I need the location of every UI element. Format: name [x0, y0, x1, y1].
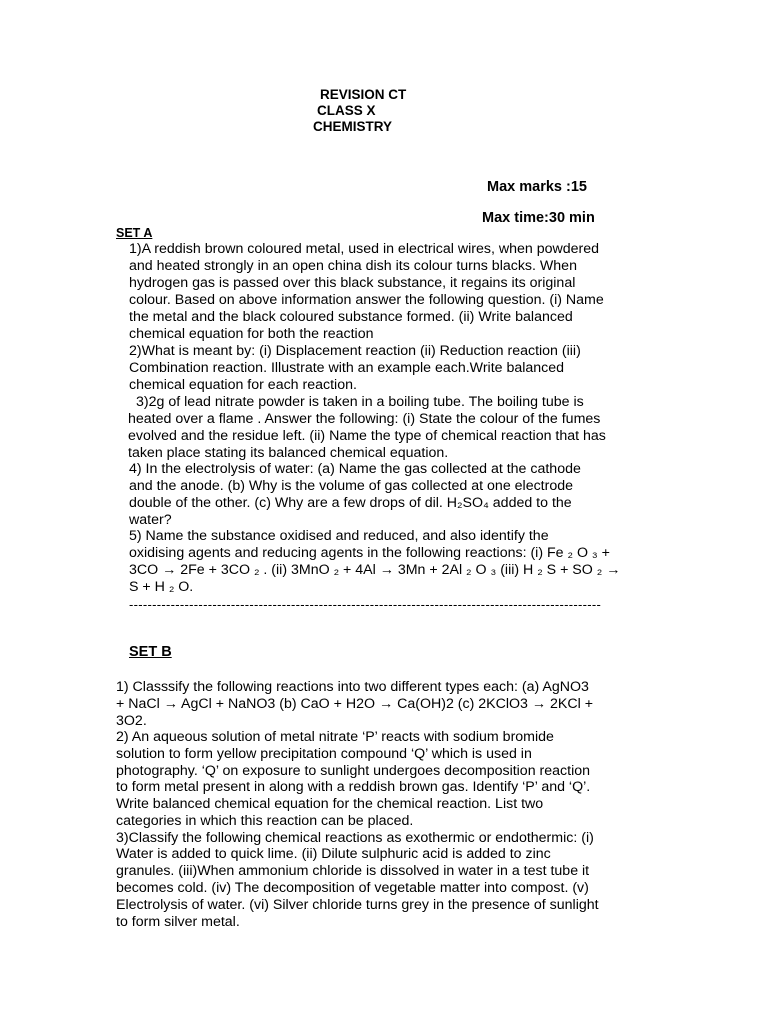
- set-a-line: hydrogen gas is passed over this black substance, it regains its original: [129, 275, 576, 291]
- max-marks: Max marks :15: [487, 179, 587, 195]
- max-time: Max time:30 min: [482, 210, 595, 226]
- set-a-line: 4) In the electrolysis of water: (a) Name the gas collected at the cathode: [129, 461, 581, 477]
- set-b-line: photography. ‘Q’ on exposure to sunlight undergoes decomposition reaction: [116, 763, 591, 779]
- set-a-line: S + H ₂ O.: [129, 579, 194, 595]
- set-b-line: 1) Classsify the following reactions into two different types each: (a) AgNO3: [116, 679, 589, 695]
- set-a-line: heated over a flame . Answer the following: (i) State the colour of the fumes: [128, 411, 601, 427]
- set-a-line: and the anode. (b) Why is the volume of gas collected at one electrode: [129, 478, 574, 494]
- set-b-line: + NaCl → AgCl + NaNO3 (b) CaO + H2O → Ca(OH)2 (c) 2KClO3 → 2KCl +: [116, 696, 593, 712]
- set-a-line: the metal and the black coloured substance formed. (ii) Write balanced: [129, 309, 573, 325]
- set-a-line: 2)What is meant by: (i) Displacement reaction (ii) Reduction reaction (iii): [129, 343, 581, 359]
- set-a-line: and heated strongly in an open china dish its colour turns blacks. When: [129, 258, 577, 274]
- set-a-line: 1)A reddish brown coloured metal, used in electrical wires, when powdered: [129, 241, 600, 257]
- set-a-line: Combination reaction. Illustrate with an example each.Write balanced: [129, 360, 565, 376]
- header-title-revision: REVISION CT: [320, 87, 407, 102]
- set-a-line: water?: [129, 512, 172, 528]
- set-b-line: becomes cold. (iv) The decomposition of vegetable matter into compost. (v): [116, 880, 589, 896]
- set-a-line: taken place stating its balanced chemical equation.: [128, 445, 449, 461]
- header-title-class: CLASS X: [317, 103, 376, 118]
- set-b-line: Write balanced chemical equation for the chemical reaction. List two: [116, 796, 544, 812]
- set-a-line: 3)2g of lead nitrate powder is taken in a boiling tube. The boiling tube is: [136, 394, 584, 410]
- set-b-line: granules. (iii)When ammonium chloride is dissolved in water in a test tube it: [116, 863, 590, 879]
- set-b-line: solution to form yellow precipitation compound ‘Q’ which is used in: [116, 746, 532, 762]
- set-a-line: 5) Name the substance oxidised and reduced, and also identify the: [129, 528, 549, 544]
- set-b-line: to form silver metal.: [116, 914, 240, 930]
- set-a-line: chemical equation for each reaction.: [129, 377, 357, 393]
- set-b-line: categories in which this reaction can be placed.: [116, 813, 414, 829]
- set-a-heading: SET A: [116, 226, 153, 240]
- set-b-line: Electrolysis of water. (vi) Silver chloride turns grey in the presence of sunlight: [116, 897, 599, 913]
- set-a-line: chemical equation for both the reaction: [129, 326, 374, 342]
- set-a-line: double of the other. (c) Why are a few drops of dil. H₂SO₄ added to the: [129, 495, 572, 511]
- set-b-line: 2) An aqueous solution of metal nitrate ‘P’ reacts with sodium bromide: [116, 729, 554, 745]
- header-title-subject: CHEMISTRY: [313, 119, 393, 134]
- set-a-line: colour. Based on above information answer the following question. (i) Name: [129, 292, 604, 308]
- set-a-line: oxidising agents and reducing agents in the following reactions: (i) Fe ₂ O ₃ +: [129, 545, 610, 561]
- set-a-line: 3CO → 2Fe + 3CO ₂ . (ii) 3MnO ₂ + 4Al → 3Mn + 2Al ₂ O ₃ (iii) H ₂ S + SO ₂ →: [129, 562, 621, 578]
- section-divider: ------------------------------------------------------------------------------------------------------: [129, 597, 602, 612]
- set-b-line: 3O2.: [116, 713, 147, 729]
- set-b-line: 3)Classify the following chemical reactions as exothermic or endothermic: (i): [116, 830, 594, 846]
- set-b-line: Water is added to quick lime. (ii) Dilute sulphuric acid is added to zinc: [116, 846, 551, 862]
- set-a-line: evolved and the residue left. (ii) Name the type of chemical reaction that has: [128, 428, 606, 444]
- set-b-line: to form metal present in along with a reddish brown gas. Identify ‘P’ and ‘Q’.: [116, 779, 591, 795]
- set-b-heading: SET B: [129, 644, 172, 660]
